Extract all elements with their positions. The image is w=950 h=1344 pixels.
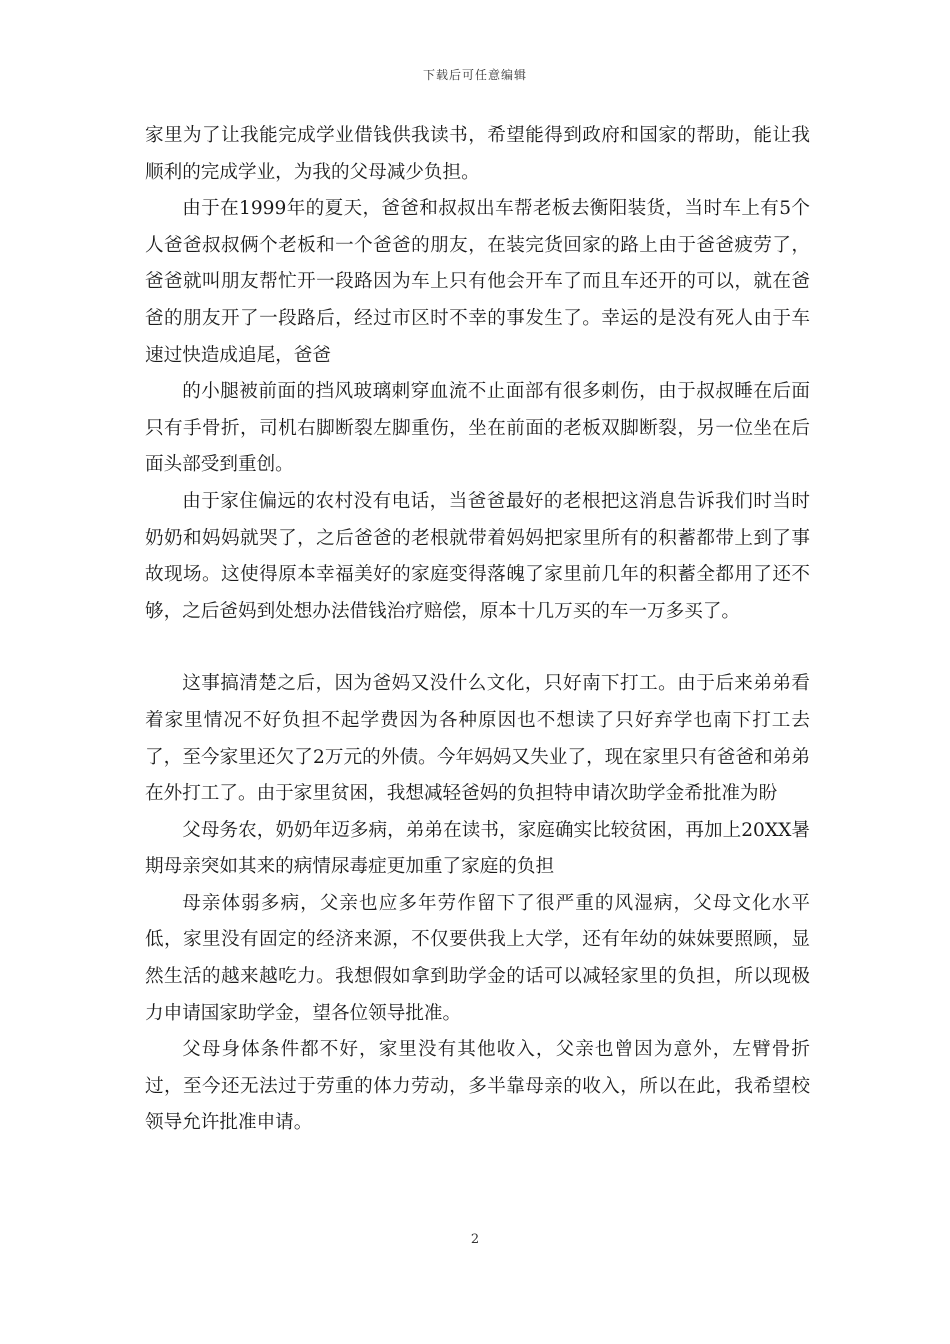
paragraph-8: 父母身体条件都不好，家里没有其他收入，父亲也曾因为意外，左臂骨折过，至今还无法过于劳重的体力劳动，多半靠母亲的收入，所以在此，我希望校领导允许批准申请。 [145, 1039, 810, 1134]
paragraph-6: 父母务农，奶奶年迈多病，弟弟在读书，家庭确实比较贫困，再加上20XX暑期母亲突如其来的病情尿毒症更加重了家庭的负担 [145, 819, 810, 878]
paragraph-3: 的小腿被前面的挡风玻璃刺穿血流不止面部有很多刺伤，由于叔叔睡在后面只有手骨折，司机右脚断裂左脚重伤，坐在前面的老板双脚断裂，另一位坐在后面头部受到重创。 [145, 381, 810, 476]
page-header-note: 下载后可任意编辑 [422, 68, 527, 82]
paragraph-2: 由于在1999年的夏天，爸爸和叔叔出车帮老板去衡阳装货，当时车上有5个人爸爸叔叔俩个老板和一个爸爸的朋友，在装完货回家的路上由于爸爸疲劳了，爸爸就叫朋友帮忙开一段路因为车上只有他会开车了而且车还开的可以，就在爸爸的朋友开了一段路后，经过市区时不幸的事发生了。幸运的是没有死人由于车速过快造成追尾，爸爸 [145, 198, 810, 366]
paragraph-1: 家里为了让我能完成学业借钱供我读书，希望能得到政府和国家的帮助，能让我顺利的完成学业，为我的父母减少负担。 [145, 125, 810, 183]
paragraph-7: 母亲体弱多病，父亲也应多年劳作留下了很严重的风湿病，父母文化水平低，家里没有固定的经济来源，不仅要供我上大学，还有年幼的妹妹要照顾，显然生活的越来越吃力。我想假如拿到助学金的话可以减轻家里的负担，所以现极力申请国家助学金，望各位领导批准。 [145, 892, 810, 1024]
paragraph-4: 由于家住偏远的农村没有电话，当爸爸最好的老根把这消息告诉我们时当时奶奶和妈妈就哭了，之后爸爸的老根就带着妈妈把家里所有的积蓄都带上到了事故现场。这使得原本幸福美好的家庭变得落魄了家里前几年的积蓄全都用了还不够，之后爸妈到处想办法借钱治疗赔偿，原本十几万买的车一万多买了。 [145, 490, 810, 622]
document-body [145, 118, 810, 1142]
page-number: 2 [470, 1232, 480, 1247]
paragraph-5: 这事搞清楚之后，因为爸妈又没什么文化，只好南下打工。由于后来弟弟看着家里情况不好负担不起学费因为各种原因也不想读了只好弃学也南下打工去了，至今家里还欠了2万元的外债。今年妈妈又失业了，现在家里只有爸爸和弟弟在外打工了。由于家里贫困，我想减轻爸妈的负担特申请次助学金希批准为盼 [145, 673, 810, 805]
